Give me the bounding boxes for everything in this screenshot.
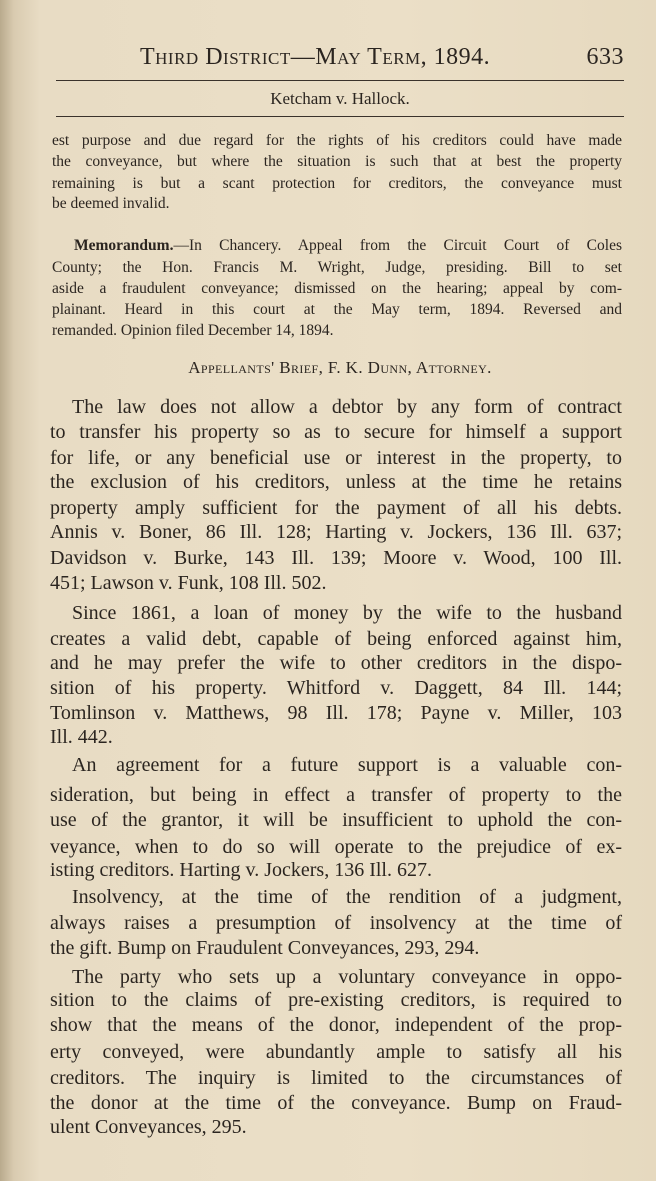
brief-paragraph-line: ulent Conveyances, 295.	[50, 1116, 247, 1138]
memorandum-line: remanded. Opinion filed December 14, 1894.	[52, 322, 334, 339]
brief-paragraph-line: Annis v. Boner, 86 Ill. 128; Harting v. Jockers, 136 Ill. 637;	[50, 521, 622, 543]
brief-paragraph-line: Insolvency, at the time of the rendition of a judgment,	[72, 886, 622, 908]
brief-paragraph-line: for life, or any beneficial use or interest in the property, to	[50, 447, 622, 469]
header-rule-bottom	[56, 116, 624, 117]
memorandum-line: plainant. Heard in this court at the May term, 1894. Reversed and	[52, 301, 622, 318]
brief-paragraph-line: and he may prefer the wife to other creditors in the dispo-	[50, 652, 622, 674]
brief-paragraph-line: always raises a presumption of insolvency at the time of	[50, 912, 622, 934]
brief-paragraph-line: Ill. 442.	[50, 726, 113, 748]
brief-paragraph-line: property amply sufficient for the payment of all his debts.	[50, 497, 622, 519]
memorandum-label: Memorandum.	[74, 237, 174, 254]
memorandum-line: aside a fraudulent conveyance; dismissed on the hearing; appeal by com-	[52, 280, 622, 297]
brief-paragraph-line: An agreement for a future support is a valuable con-	[72, 754, 622, 776]
header-rule-top	[56, 80, 624, 81]
brief-heading: Appellants' Brief, F. K. Dunn, Attorney.	[188, 358, 492, 377]
memorandum-line: County; the Hon. Francis M. Wright, Judge, presiding. Bill to set	[52, 259, 622, 276]
brief-paragraph-line: show that the means of the donor, independent of the prop-	[50, 1014, 622, 1036]
brief-paragraph-line: erty conveyed, were abundantly ample to satisfy all his	[50, 1041, 622, 1063]
brief-paragraph-line: the exclusion of his creditors, unless at the time he retains	[50, 471, 622, 493]
text-line: est purpose and due regard for the rights of his creditors could have made	[52, 132, 622, 149]
brief-paragraph-line: creditors. The inquiry is limited to the circumstances of	[50, 1067, 622, 1089]
brief-paragraph-line: sition of his property. Whitford v. Daggett, 84 Ill. 144;	[50, 677, 622, 699]
text-line: remaining is but a scant protection for creditors, the conveyance must	[52, 175, 622, 192]
brief-paragraph-line: Tomlinson v. Matthews, 98 Ill. 178; Payne v. Miller, 103	[50, 702, 622, 724]
running-head	[140, 44, 624, 71]
text-line: be deemed invalid.	[52, 195, 170, 212]
brief-paragraph-line: 451; Lawson v. Funk, 108 Ill. 502.	[50, 572, 327, 594]
page-number: 633	[586, 44, 624, 70]
brief-paragraph-line: Davidson v. Burke, 143 Ill. 139; Moore v. Wood, 100 Ill.	[50, 547, 622, 569]
brief-paragraph-line: use of the grantor, it will be insufficient to uphold the con-	[50, 809, 622, 831]
brief-paragraph-line: sition to the claims of pre-existing creditors, is required to	[50, 989, 622, 1011]
brief-paragraph-line: sideration, but being in effect a transfer of property to the	[50, 784, 622, 806]
running-title: Third District—May Term, 1894.	[140, 44, 491, 70]
brief-paragraph-line: isting creditors. Harting v. Jockers, 136 Ill. 627.	[50, 859, 432, 881]
text-line: the conveyance, but where the situation is such that at best the property	[52, 153, 622, 170]
brief-paragraph-line: The party who sets up a voluntary conveyance in oppo-	[72, 966, 622, 988]
brief-paragraph-line: veyance, when to do so will operate to the prejudice of ex-	[50, 836, 622, 858]
memorandum-text: —In Chancery. Appeal from the Circuit Court of Coles	[173, 237, 622, 254]
brief-paragraph-line: Since 1861, a loan of money by the wife to the husband	[72, 602, 622, 624]
brief-paragraph-line: to transfer his property so as to secure for himself a support	[50, 421, 622, 443]
brief-paragraph-line: The law does not allow a debtor by any form of contract	[72, 396, 622, 418]
brief-paragraph-line: the donor at the time of the conveyance. Bump on Fraud-	[50, 1092, 622, 1114]
brief-paragraph-line: the gift. Bump on Fraudulent Conveyances, 293, 294.	[50, 937, 480, 959]
brief-paragraph-line: creates a valid debt, capable of being enforced against him,	[50, 628, 622, 650]
case-title: Ketcham v. Hallock.	[270, 89, 410, 108]
memorandum-line	[52, 236, 622, 256]
